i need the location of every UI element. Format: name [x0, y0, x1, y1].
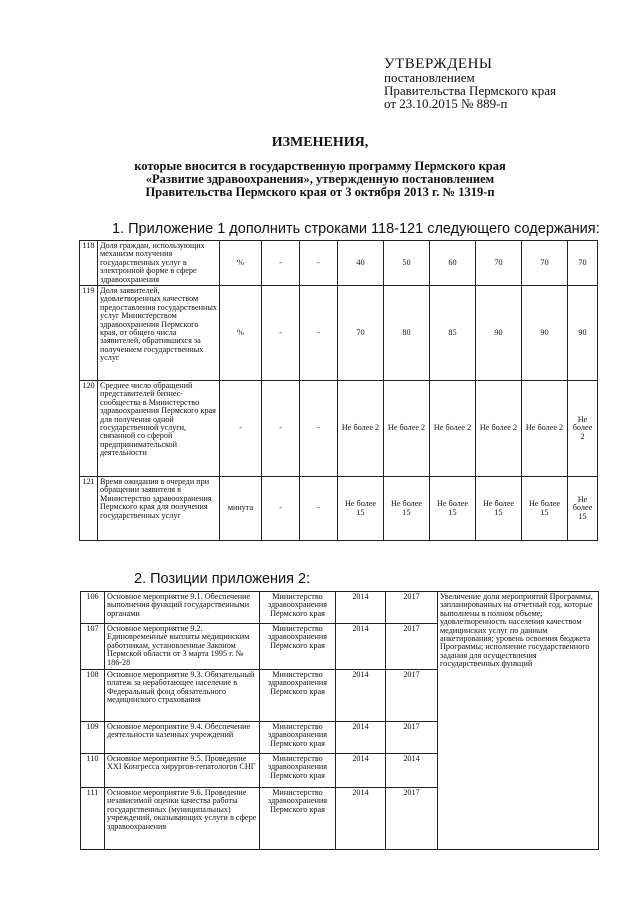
value: Не более 2 — [338, 381, 384, 477]
unit: минута — [220, 477, 262, 541]
indicator-name: Доля граждан, использующих механизм получения государственных услуг в электронной форме в сфере здравоохранения — [98, 241, 220, 286]
start-year: 2014 — [336, 670, 386, 722]
end-year: 2017 — [386, 670, 438, 722]
start-year: 2014 — [336, 788, 386, 850]
executor: Министерство здравоохранения Пермского края — [260, 788, 336, 850]
executor: Министерство здравоохранения Пермского края — [260, 722, 336, 754]
row-number: 106 — [81, 592, 105, 624]
executor: Министерство здравоохранения Пермского края — [260, 624, 336, 670]
value: Не более 15 — [338, 477, 384, 541]
indicators-table — [79, 240, 598, 541]
end-year: 2017 — [386, 722, 438, 754]
value: 70 — [338, 286, 384, 381]
measure-name: Основное мероприятие 9.1. Обеспечение выполнения функций государственными органами — [105, 592, 260, 624]
unit: % — [220, 241, 262, 286]
section-1-heading: 1. Приложение 1 дополнить строками 118-121 следующего содержания: — [112, 221, 600, 237]
value: Не более 15 — [430, 477, 476, 541]
measure-name: Основное мероприятие 9.2. Единовременные выплаты медицинским работникам, установленные Законом Пермской области от 3 марта 1995 г. № 186-28 — [105, 624, 260, 670]
measures-table — [80, 591, 599, 850]
value: 60 — [430, 241, 476, 286]
measure-row — [81, 592, 599, 624]
expected-result: Увеличение доли мероприятий Программы, запланированных на отчетный год, которые выполнены в полном объеме; удовлетворенность населения качеством медицинских услуг по данным анкетирования; уровень освоения бюджета Программы; исполнение государственного задания для осуществления государственных функций — [438, 592, 599, 850]
value: 70 — [476, 241, 522, 286]
subtitle-line: которые вносится в государственную программу Пермского края — [134, 159, 506, 173]
measure-name: Основное мероприятие 9.3. Обязательный платеж за неработающее население в Федеральный фонд обязательного медицинского страхования — [105, 670, 260, 722]
row-number: 119 — [80, 286, 98, 381]
row-number: 109 — [81, 722, 105, 754]
start-year: 2014 — [336, 592, 386, 624]
document-subtitle — [80, 160, 560, 199]
start-year: 2014 — [336, 754, 386, 788]
document-title: ИЗМЕНЕНИЯ, — [271, 135, 369, 150]
indicator-row — [80, 477, 598, 541]
value: Не более 15 — [476, 477, 522, 541]
start-year: 2014 — [336, 624, 386, 670]
measure-name: Основное мероприятие 9.6. Проведение независимой оценки качества работы государственных (муниципальных) учреждений, оказывающих услуги в сфере здравоохранения — [105, 788, 260, 850]
value: - — [300, 286, 338, 381]
subtitle-line: «Развитие здравоохранения», утвержденную постановлением — [145, 172, 495, 186]
value: Не более 2 — [476, 381, 522, 477]
value: - — [262, 381, 300, 477]
value: - — [300, 241, 338, 286]
measure-name: Основное мероприятие 9.4. Обеспечение деятельности казенных учреждений — [105, 722, 260, 754]
approval-block — [384, 58, 556, 110]
value: - — [262, 241, 300, 286]
value: - — [300, 381, 338, 477]
value: 85 — [430, 286, 476, 381]
end-year: 2017 — [386, 788, 438, 850]
approval-line: Правительства Пермского края — [384, 83, 556, 98]
row-number: 111 — [81, 788, 105, 850]
row-number: 118 — [80, 241, 98, 286]
executor: Министерство здравоохранения Пермского края — [260, 592, 336, 624]
value: 50 — [384, 241, 430, 286]
value: Не более 2 — [522, 381, 568, 477]
indicator-row — [80, 286, 598, 381]
end-year: 2017 — [386, 624, 438, 670]
value: - — [262, 286, 300, 381]
value: 80 — [384, 286, 430, 381]
value: Не более 15 — [384, 477, 430, 541]
value: 90 — [476, 286, 522, 381]
row-number: 108 — [81, 670, 105, 722]
indicator-name: Среднее число обращений представителей бизнес-сообщества в Министерство здравоохранения Пермского края для получения одной государственной услуги, связанной со сферой предпринимательской деятельности — [98, 381, 220, 477]
row-number: 107 — [81, 624, 105, 670]
end-year: 2014 — [386, 754, 438, 788]
executor: Министерство здравоохранения Пермского края — [260, 670, 336, 722]
value: 70 — [522, 241, 568, 286]
end-year: 2017 — [386, 592, 438, 624]
value: 90 — [568, 286, 598, 381]
value: Не более 2 — [568, 381, 598, 477]
section-2-heading: 2. Позиции приложения 2: — [134, 571, 311, 587]
unit: - — [220, 381, 262, 477]
row-number: 110 — [81, 754, 105, 788]
value: 70 — [568, 241, 598, 286]
unit: % — [220, 286, 262, 381]
value: 90 — [522, 286, 568, 381]
value: Не более 2 — [384, 381, 430, 477]
value: Не более 15 — [522, 477, 568, 541]
executor: Министерство здравоохранения Пермского края — [260, 754, 336, 788]
indicator-name: Время ожидания в очереди при обращении заявителя в Министерство здравоохранения Пермского края для получения государственных услуг — [98, 477, 220, 541]
row-number: 120 — [80, 381, 98, 477]
start-year: 2014 — [336, 722, 386, 754]
value: Не более 15 — [568, 477, 598, 541]
approval-heading: УТВЕРЖДЕНЫ — [384, 56, 493, 72]
indicator-name: Доля заявителей, удовлетворенных качеством предоставления государственных услуг Министерством здравоохранения Пермского края, от общего числа заявителей, обратившихся за получением государственных услуг — [98, 286, 220, 381]
indicator-row — [80, 381, 598, 477]
value: - — [262, 477, 300, 541]
subtitle-line: Правительства Пермского края от 3 октября 2013 г. № 1319-п — [145, 185, 495, 199]
value: 40 — [338, 241, 384, 286]
approval-line: постановлением — [384, 70, 475, 85]
value: - — [300, 477, 338, 541]
row-number: 121 — [80, 477, 98, 541]
approval-date: от 23.10.2015 № 889-п — [384, 96, 508, 111]
indicator-row — [80, 241, 598, 286]
measure-name: Основное мероприятие 9.5. Проведение XXI Конгресса хирургов-гепатологов СНГ — [105, 754, 260, 788]
value: Не более 2 — [430, 381, 476, 477]
